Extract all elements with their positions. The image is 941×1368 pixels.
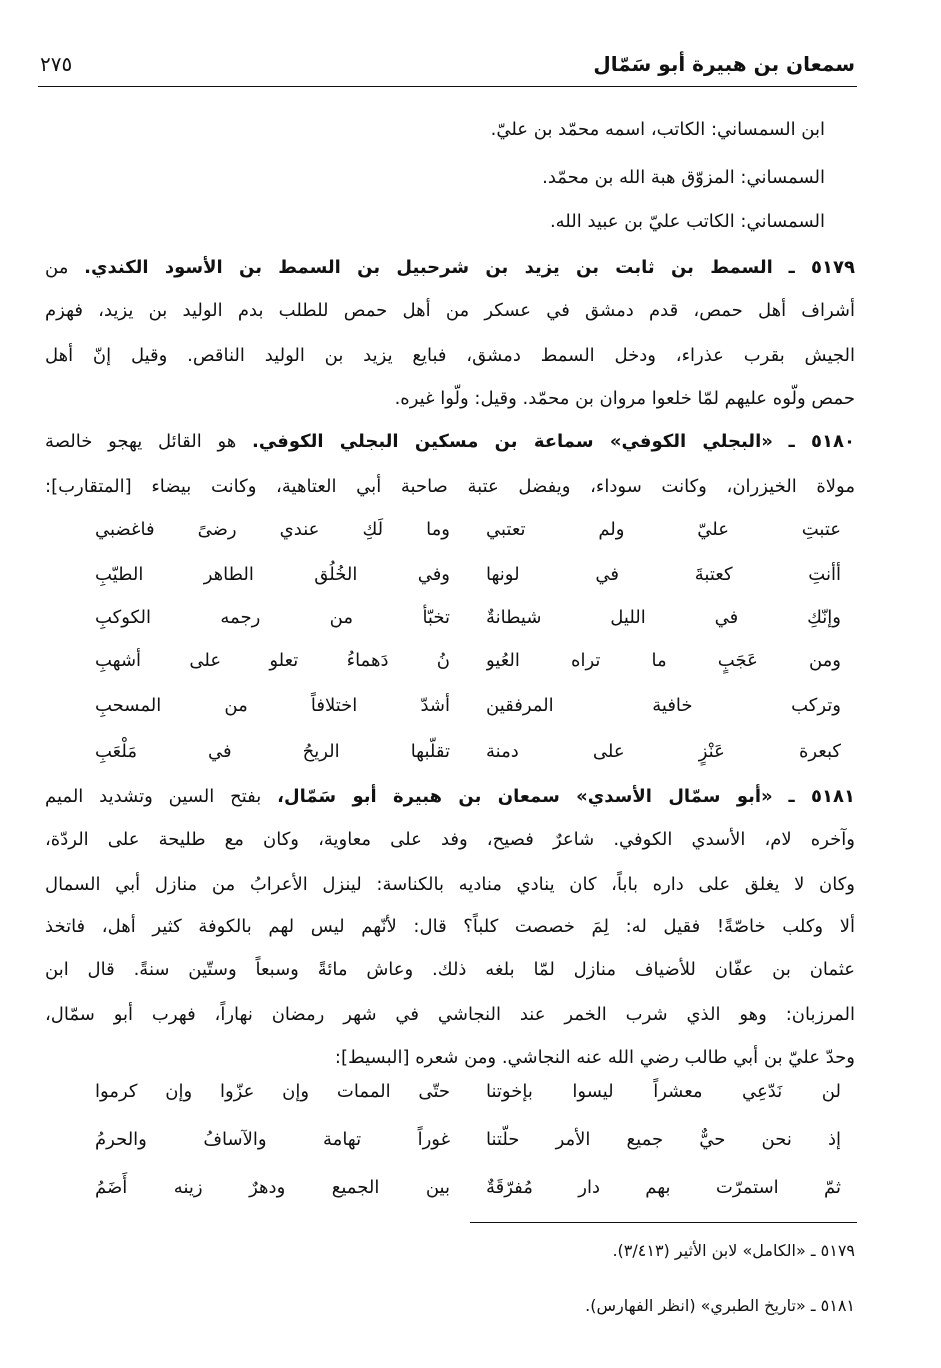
verse-second-hemistich: تخبّأ من رجمه الكوكبِ xyxy=(95,607,450,628)
text-line: السمساني: الكاتب عليّ بن عبيد الله. xyxy=(549,211,825,232)
entry-text: بفتح السين وتشديد الميم xyxy=(45,786,262,807)
verse-second-hemistich: وما لَكِ عندي رضىً فاغضبي xyxy=(95,519,450,540)
text-line: الجيش بقرب عذراء، ودخل السمط دمشق، فبايع يزيد بن الوليد الناقص. وقيل إنّ أهل xyxy=(45,345,855,366)
text-line: وآخره لام، الأسدي الكوفي. شاعرٌ فصيح، وفد على معاوية، وكان مع طليحة على الردّة، xyxy=(45,829,855,850)
footnote: ٥١٧٩ ـ «الكامل» لابن الأثير (٣/٤١٣). xyxy=(612,1241,855,1260)
footnote-rule xyxy=(470,1222,857,1223)
verse-first-hemistich: وتركب خافية المرفقين xyxy=(486,695,841,716)
text-line: مولاة الخيزران، وكانت سوداء، ويفضل عتبة صاحبة أبي العتاهية، وكانت بيضاء [المتقارب]: xyxy=(45,476,855,497)
verse-first-hemistich: ومن عَجَبٍ ما تراه العُيو xyxy=(486,650,841,671)
text-line: وكان لا يغلق على داره باباً، كان ينادي مناديه بالكناسة: لينزل الأعرابُ من منازل أبي السمال xyxy=(45,874,855,895)
verse-second-hemistich: وفي الخُلُق الطاهر الطيّبِ xyxy=(95,564,450,585)
verse-first-hemistich: كبعرة عَنْزٍ على دمنة xyxy=(486,741,841,762)
verse-first-hemistich: عتبتِ عليّ ولم تعتبي xyxy=(486,519,841,540)
entry-heading: «أبو سمّال الأسدي» سمعان بن هبيرة أبو سَمّال، xyxy=(277,786,773,807)
verse-first-hemistich: وإنّكِ في الليل شيطانةٌ xyxy=(486,607,841,628)
footnote: ٥١٨١ ـ «تاريخ الطبري» (انظر الفهارس). xyxy=(585,1296,855,1315)
verse-second-hemistich: أشدّ اختلافاً من المسحبِ xyxy=(95,695,450,716)
verse-first-hemistich: أأنتِ كعتبةَ في لونها xyxy=(486,564,841,585)
text-line: المرزبان: وهو الذي شرب الخمر عند النجاشي في شهر رمضان نهاراً، فهرب أبو سمّال، xyxy=(45,1004,855,1025)
verse-second-hemistich: نُ دَهماءُ تعلو على أشهبِ xyxy=(95,650,450,671)
entry-first-line xyxy=(45,426,855,458)
text-line: السمساني: المزوّق هبة الله بن محمّد. xyxy=(542,167,825,188)
text-line: وحدّ عليّ بن أبي طالب رضي الله عنه النجاشي. ومن شعره [البسيط]: xyxy=(334,1047,855,1068)
entry-text: من xyxy=(45,257,69,278)
verse-second-hemistich: حتّى الممات وإن عزّوا وإن كرموا xyxy=(95,1081,450,1102)
header-title: سمعان بن هبيرة أبو سَمّال xyxy=(593,52,855,76)
entry-number: ٥١٧٩ ـ xyxy=(788,257,855,278)
entry-heading: «البجلي الكوفي» سماعة بن مسكين البجلي الكوفي. xyxy=(252,431,773,452)
entry-number: ٥١٨١ ـ xyxy=(788,786,855,807)
text-line: حمص ولّوه عليهم لمّا خلعوا مروان بن محمّد. وقيل: ولّوا غيره. xyxy=(394,388,855,409)
verse-first-hemistich: إذ نحن حيٌّ جميع الأمر حلّتنا xyxy=(486,1129,841,1150)
verse-first-hemistich: لن نَدّعِي معشراً ليسوا بإخوتنا xyxy=(486,1081,841,1102)
text-line: ابن السمساني: الكاتب، اسمه محمّد بن عليّ. xyxy=(490,119,825,140)
entry-text: هو القائل يهجو خالصة xyxy=(45,431,237,452)
entry-heading: السمط بن ثابت بن يزيد بن شرحبيل بن السمط بن الأسود الكندي. xyxy=(84,257,773,278)
entry-first-line xyxy=(45,781,855,813)
text-line: أشراف أهل حمص، قدم دمشق في عسكر من أهل حمص للطلب بدم الوليد بن يزيد، فهزم xyxy=(45,300,855,321)
text-line: ألا وكلب خاصّةً! فقيل له: لِمَ خصصت كلباً؟ قال: لأنّهم ليس لهم بالكوفة كثير أهل، فاتخذ xyxy=(45,916,855,937)
verse-first-hemistich: ثمّ استمرّت بهم دار مُفرّقَةٌ xyxy=(486,1177,841,1198)
verse-second-hemistich: غوراً تهامة والآسافُ والحرمُ xyxy=(95,1129,450,1150)
page-number: ٢٧٥ xyxy=(40,52,73,76)
text-line: عثمان بن عفّان للأضياف منازل لمّا بلغه ذلك. وعاش مائةً وسبعاً وستّين سنةً. قال ابن xyxy=(45,959,855,980)
verse-second-hemistich: بين الجميع ودهرٌ زينه أَضَمُ xyxy=(95,1177,450,1198)
entry-number: ٥١٨٠ ـ xyxy=(788,431,855,452)
entry-first-line xyxy=(45,252,855,284)
verse-second-hemistich: تقلّبها الريحُ في مَلْعَبِ xyxy=(95,741,450,762)
header-rule xyxy=(38,86,857,87)
